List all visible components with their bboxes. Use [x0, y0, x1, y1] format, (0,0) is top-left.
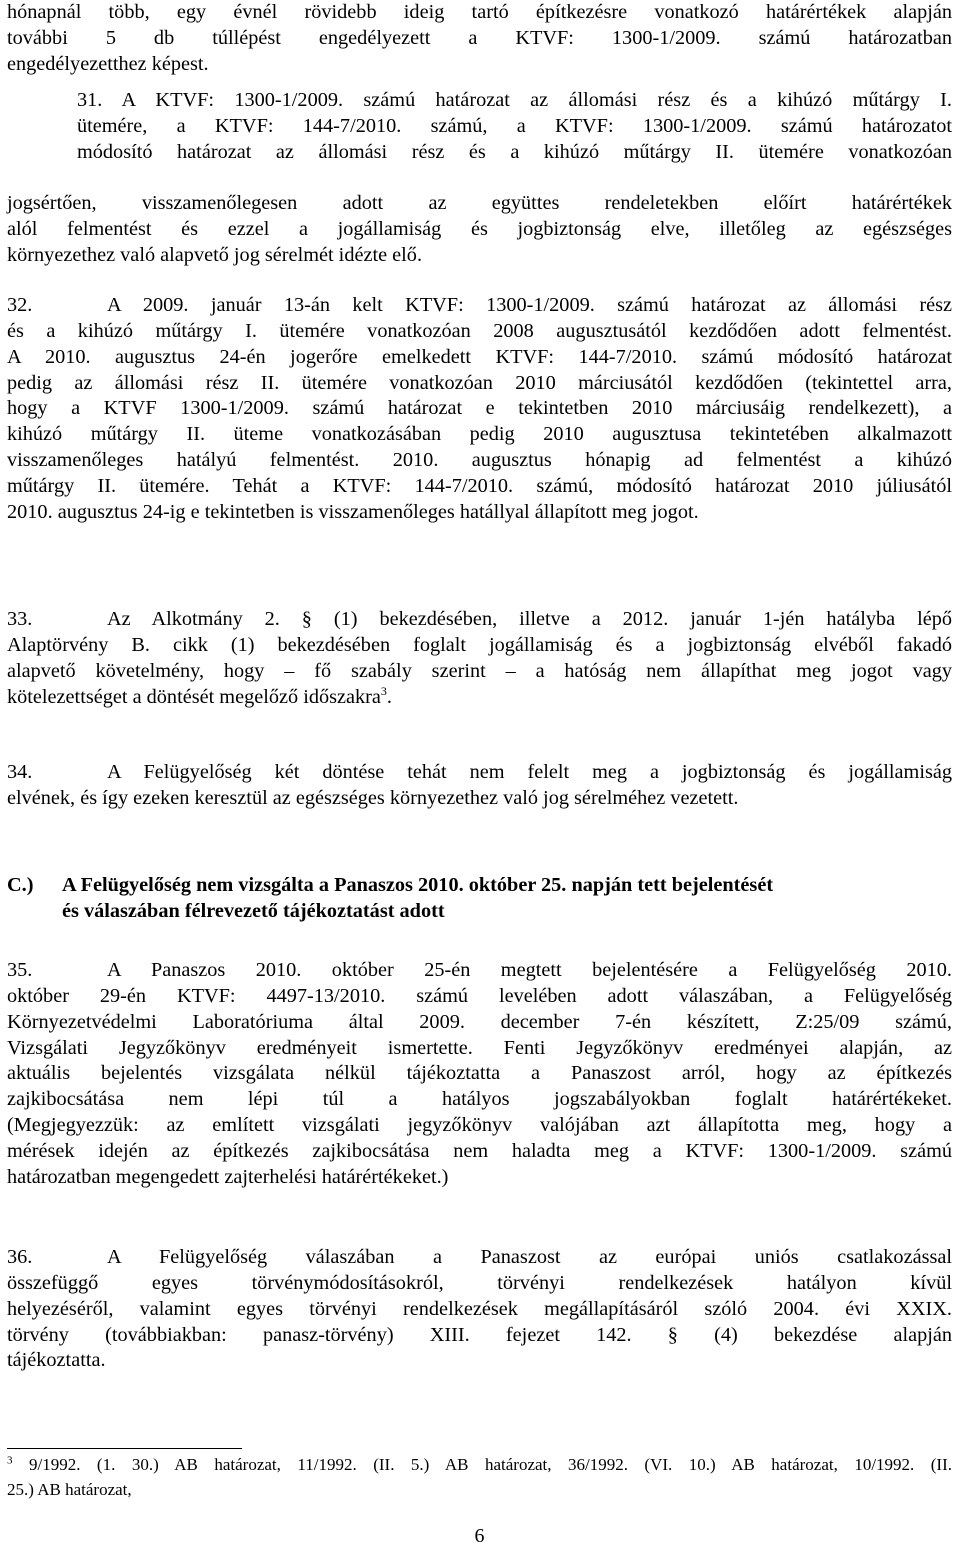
paragraph-first-line: A 2009. január 13-án kelt KTVF: 1300-1/2009. számú határozat az állomási rész: [107, 294, 952, 316]
text-line: további 5 db túllépést engedélyezett a KTVF: 1300-1/2009. számú határozatban: [7, 26, 952, 49]
section-label: C.): [7, 874, 34, 896]
text-line: kihúzó műtárgy II. üteme vonatkozásában pedig 2010 augusztusa tekintetében alkalmazott: [7, 423, 952, 446]
text-line: engedélyezetthez képest.: [7, 52, 209, 75]
paragraph-first-line: A Felügyelőség válaszában a Panaszost az európai uniós csatlakozással: [107, 1246, 952, 1268]
paragraph-number: 36.: [7, 1246, 33, 1268]
paragraph-first-line: A Felügyelőség két döntése tehát nem felelt meg a jogbiztonság és jogállamiság: [107, 761, 952, 783]
paragraph-31: [77, 88, 952, 166]
text-line: (Megjegyezzük: az említett vizsgálati jegyzőkönyv valójában azt állapította meg, hogy a: [7, 1114, 952, 1137]
paragraph-continuation: [7, 0, 952, 78]
footnote-separator: [7, 1448, 242, 1449]
footnote-reference[interactable]: 3: [380, 683, 387, 698]
text-line: helyezéséről, valamint egyes törvényi rendelkezések megállapításáról szóló 2004. évi XXIX.: [7, 1297, 952, 1320]
footnote-text: 9/1992. (1. 30.) AB határozat, 11/1992. (II. 5.) AB határozat, 36/1992. (VI. 10.) AB határozat, 10/1992. (II.: [28, 1455, 953, 1474]
paragraph-31-cont: [7, 191, 952, 269]
text-line: [7, 607, 952, 633]
text-line: hogy a KTVF 1300-1/2009. számú határozat e tekintetben 2010 márciusáig rendelkezett), a: [7, 397, 952, 420]
paragraph-first-line: A Panaszos 2010. október 25-én megtett bejelentésére a Felügyelőség 2010.: [107, 959, 952, 981]
text-line: törvény (továbbiakban: panasz-törvény) XIII. fejezet 142. § (4) bekezdése alapján: [7, 1323, 952, 1346]
text-line: és a kihúzó műtárgy I. ütemére vonatkozóan 2008 augusztusától kezdődően adott felmentést.: [7, 319, 952, 342]
text-line: [7, 685, 952, 711]
paragraph-first-line: Az Alkotmány 2. § (1) bekezdésében, illetve a 2012. január 1-jén hatályba lépő: [107, 608, 952, 630]
section-heading-c: [7, 873, 952, 925]
heading-line: és válaszában félrevezető tájékoztatást adott: [62, 899, 445, 922]
text-segment: .: [386, 685, 392, 708]
text-line: hónapnál több, egy évnél rövidebb ideig tartó építkezésre vonatkozó határértékek alapján: [7, 1, 952, 23]
footnote-line: [7, 1452, 952, 1477]
footnote: [7, 1452, 952, 1502]
paragraph-number: 34.: [7, 761, 33, 783]
paragraph-33: [7, 607, 952, 710]
footnote-line: 25.) AB határozat,: [7, 1480, 132, 1499]
text-line: tájékoztatta.: [7, 1349, 106, 1372]
text-line: [7, 1245, 952, 1271]
text-line: módosító határozat az állomási rész és a kihúzó műtárgy II. ütemére vonatkozóan: [77, 140, 952, 163]
text-line: visszamenőleges hatályú felmentést. 2010. augusztus hónapig ad felmentést a kihúzó: [7, 449, 952, 472]
text-line: október 29-én KTVF: 4497-13/2010. számú levelében adott válaszában, a Felügyelőség: [7, 984, 952, 1007]
heading-line: [7, 873, 952, 899]
text-line: műtárgy II. ütemére. Tehát a KTVF: 144-7/2010. számú, módosító határozat 2010 júliusától: [7, 474, 952, 497]
text-line: A 2010. augusztus 24-én jogerőre emelkedett KTVF: 144-7/2010. számú módosító határozat: [7, 345, 952, 368]
text-line: környezethez való alapvető jog sérelmét idézte elő.: [7, 243, 423, 266]
text-line: Környezetvédelmi Laboratóriuma által 2009. december 7-én készített, Z:25/09 számú,: [7, 1010, 952, 1033]
text-line: ütemére, a KTVF: 144-7/2010. számú, a KTVF: 1300-1/2009. számú határozatot: [77, 114, 952, 137]
text-line: Alaptörvény B. cikk (1) bekezdésében foglalt jogállamiság és a jogbiztonság elvéből fakadó: [7, 633, 952, 656]
text-line: határozatban megengedett zajterhelési határértékeket.): [7, 1165, 449, 1188]
text-line: aktuális bejelentés vizsgálata nélkül tájékoztatta a Panaszost arról, hogy az építkezés: [7, 1062, 952, 1085]
text-line: zajkibocsátása nem lépi túl a hatályos jogszabályokban foglalt határértékeket.: [7, 1088, 952, 1111]
text-line: alól felmentést és ezzel a jogállamiság és jogbiztonság elve, illetőleg az egészséges: [7, 217, 952, 240]
text-line: elvének, és így ezeken keresztül az egészséges környezethez való jog sérelméhez vezetett.: [7, 786, 739, 809]
paragraph-35: [7, 958, 952, 1191]
text-line: jogsértően, visszamenőlegesen adott az együttes rendeletekben előírt határértékek: [7, 192, 952, 214]
text-line: mérések idején az építkezés zajkibocsátása nem haladta meg a KTVF: 1300-1/2009. számú: [7, 1139, 952, 1162]
text-line: összefüggő egyes törvénymódosításokról, törvényi rendelkezések hatályon kívül: [7, 1271, 952, 1294]
text-line: Vizsgálati Jegyzőkönyv eredményeit ismertette. Fenti Jegyzőkönyv eredményei alapján, az: [7, 1036, 952, 1059]
text-line: pedig az állomási rész II. ütemére vonatkozóan 2010 márciusától kezdődően (tekintettel arra,: [7, 371, 952, 394]
paragraph-number: 35.: [7, 959, 33, 981]
text-line: [7, 958, 952, 984]
text-line: [7, 293, 952, 319]
paragraph-34: [7, 760, 952, 812]
heading-text: A Felügyelőség nem vizsgálta a Panaszos 2010. október 25. napján tett bejelentését: [62, 874, 774, 896]
paragraph-number: 33.: [7, 608, 33, 630]
footnote-marker: 3: [7, 1454, 13, 1467]
document-page: [7, 0, 952, 1557]
text-line: 2010. augusztus 24-ig e tekintetben is visszamenőleges hatállyal állapított meg jogot.: [7, 500, 699, 523]
text-line: [7, 760, 952, 786]
text-line: 31. A KTVF: 1300-1/2009. számú határozat az állomási rész és a kihúzó műtárgy I.: [77, 89, 952, 111]
page-number: 6: [474, 1525, 485, 1547]
paragraph-number: 32.: [7, 294, 33, 316]
text-line: alapvető követelmény, hogy – fő szabály szerint – a hatóság nem állapíthat meg jogot vagy: [7, 659, 952, 682]
paragraph-36: [7, 1245, 952, 1374]
text-segment: kötelezettséget a döntését megelőző időszakra: [7, 685, 381, 708]
paragraph-32: [7, 293, 952, 526]
